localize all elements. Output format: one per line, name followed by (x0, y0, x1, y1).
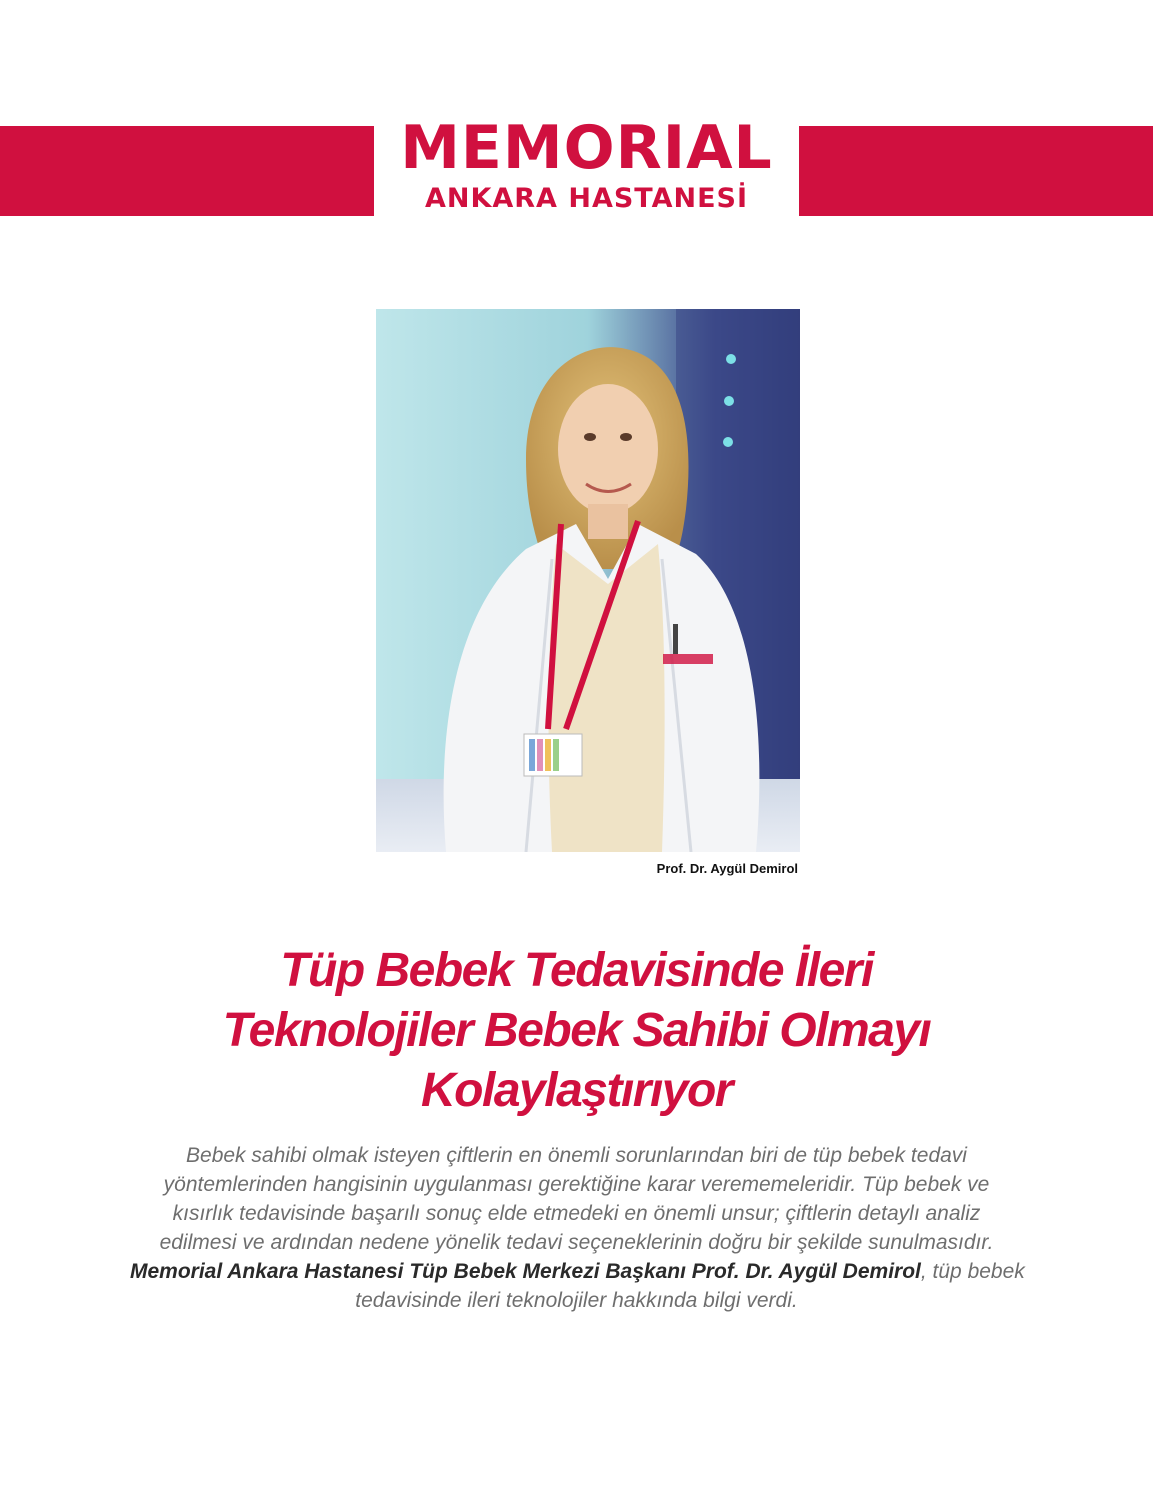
photo-caption: Prof. Dr. Aygül Demirol (656, 861, 798, 876)
intro-line-mixed (130, 1257, 1023, 1286)
doctor-portrait-photo (376, 309, 800, 852)
intro-line: Bebek sahibi olmak isteyen çiftlerin en önemli sorunlarından biri de tüp bebek tedavi (186, 1144, 967, 1167)
article-intro (130, 1141, 1023, 1315)
intro-line: kısırlık tedavisinde başarılı sonuç elde etmedeki en önemli unsur; çiftlerin detaylı analiz (172, 1202, 981, 1225)
logo-brand-name: MEMORIAL (400, 113, 773, 183)
intro-line: edilmesi ve ardından nedene yönelik tedavi seçeneklerinin doğru bir şekilde sunulmasıdır. (159, 1231, 994, 1254)
article-title (100, 941, 1053, 1121)
hospital-logo (374, 113, 799, 218)
header-band-left (0, 126, 374, 216)
article-title-line: Kolaylaştırıyor (421, 1064, 732, 1117)
header-band-right (799, 126, 1153, 216)
logo-brand-sub: ANKARA HASTANESİ (424, 183, 749, 214)
article-title-line: Tüp Bebek Tedavisinde İleri (280, 944, 873, 997)
intro-line: tedavisinde ileri teknolojiler hakkında bilgi verdi. (355, 1289, 798, 1312)
intro-speaker-credit: Memorial Ankara Hastanesi Tüp Bebek Merkezi Başkanı Prof. Dr. Aygül Demirol (130, 1260, 921, 1283)
article-title-line: Teknolojiler Bebek Sahibi Olmayı (222, 1004, 931, 1057)
intro-line: yöntemlerinden hangisinin uygulanması gerektiğine karar verememeleridir. Tüp bebek ve (163, 1173, 990, 1196)
intro-continuation: , tüp bebek (920, 1260, 1025, 1283)
